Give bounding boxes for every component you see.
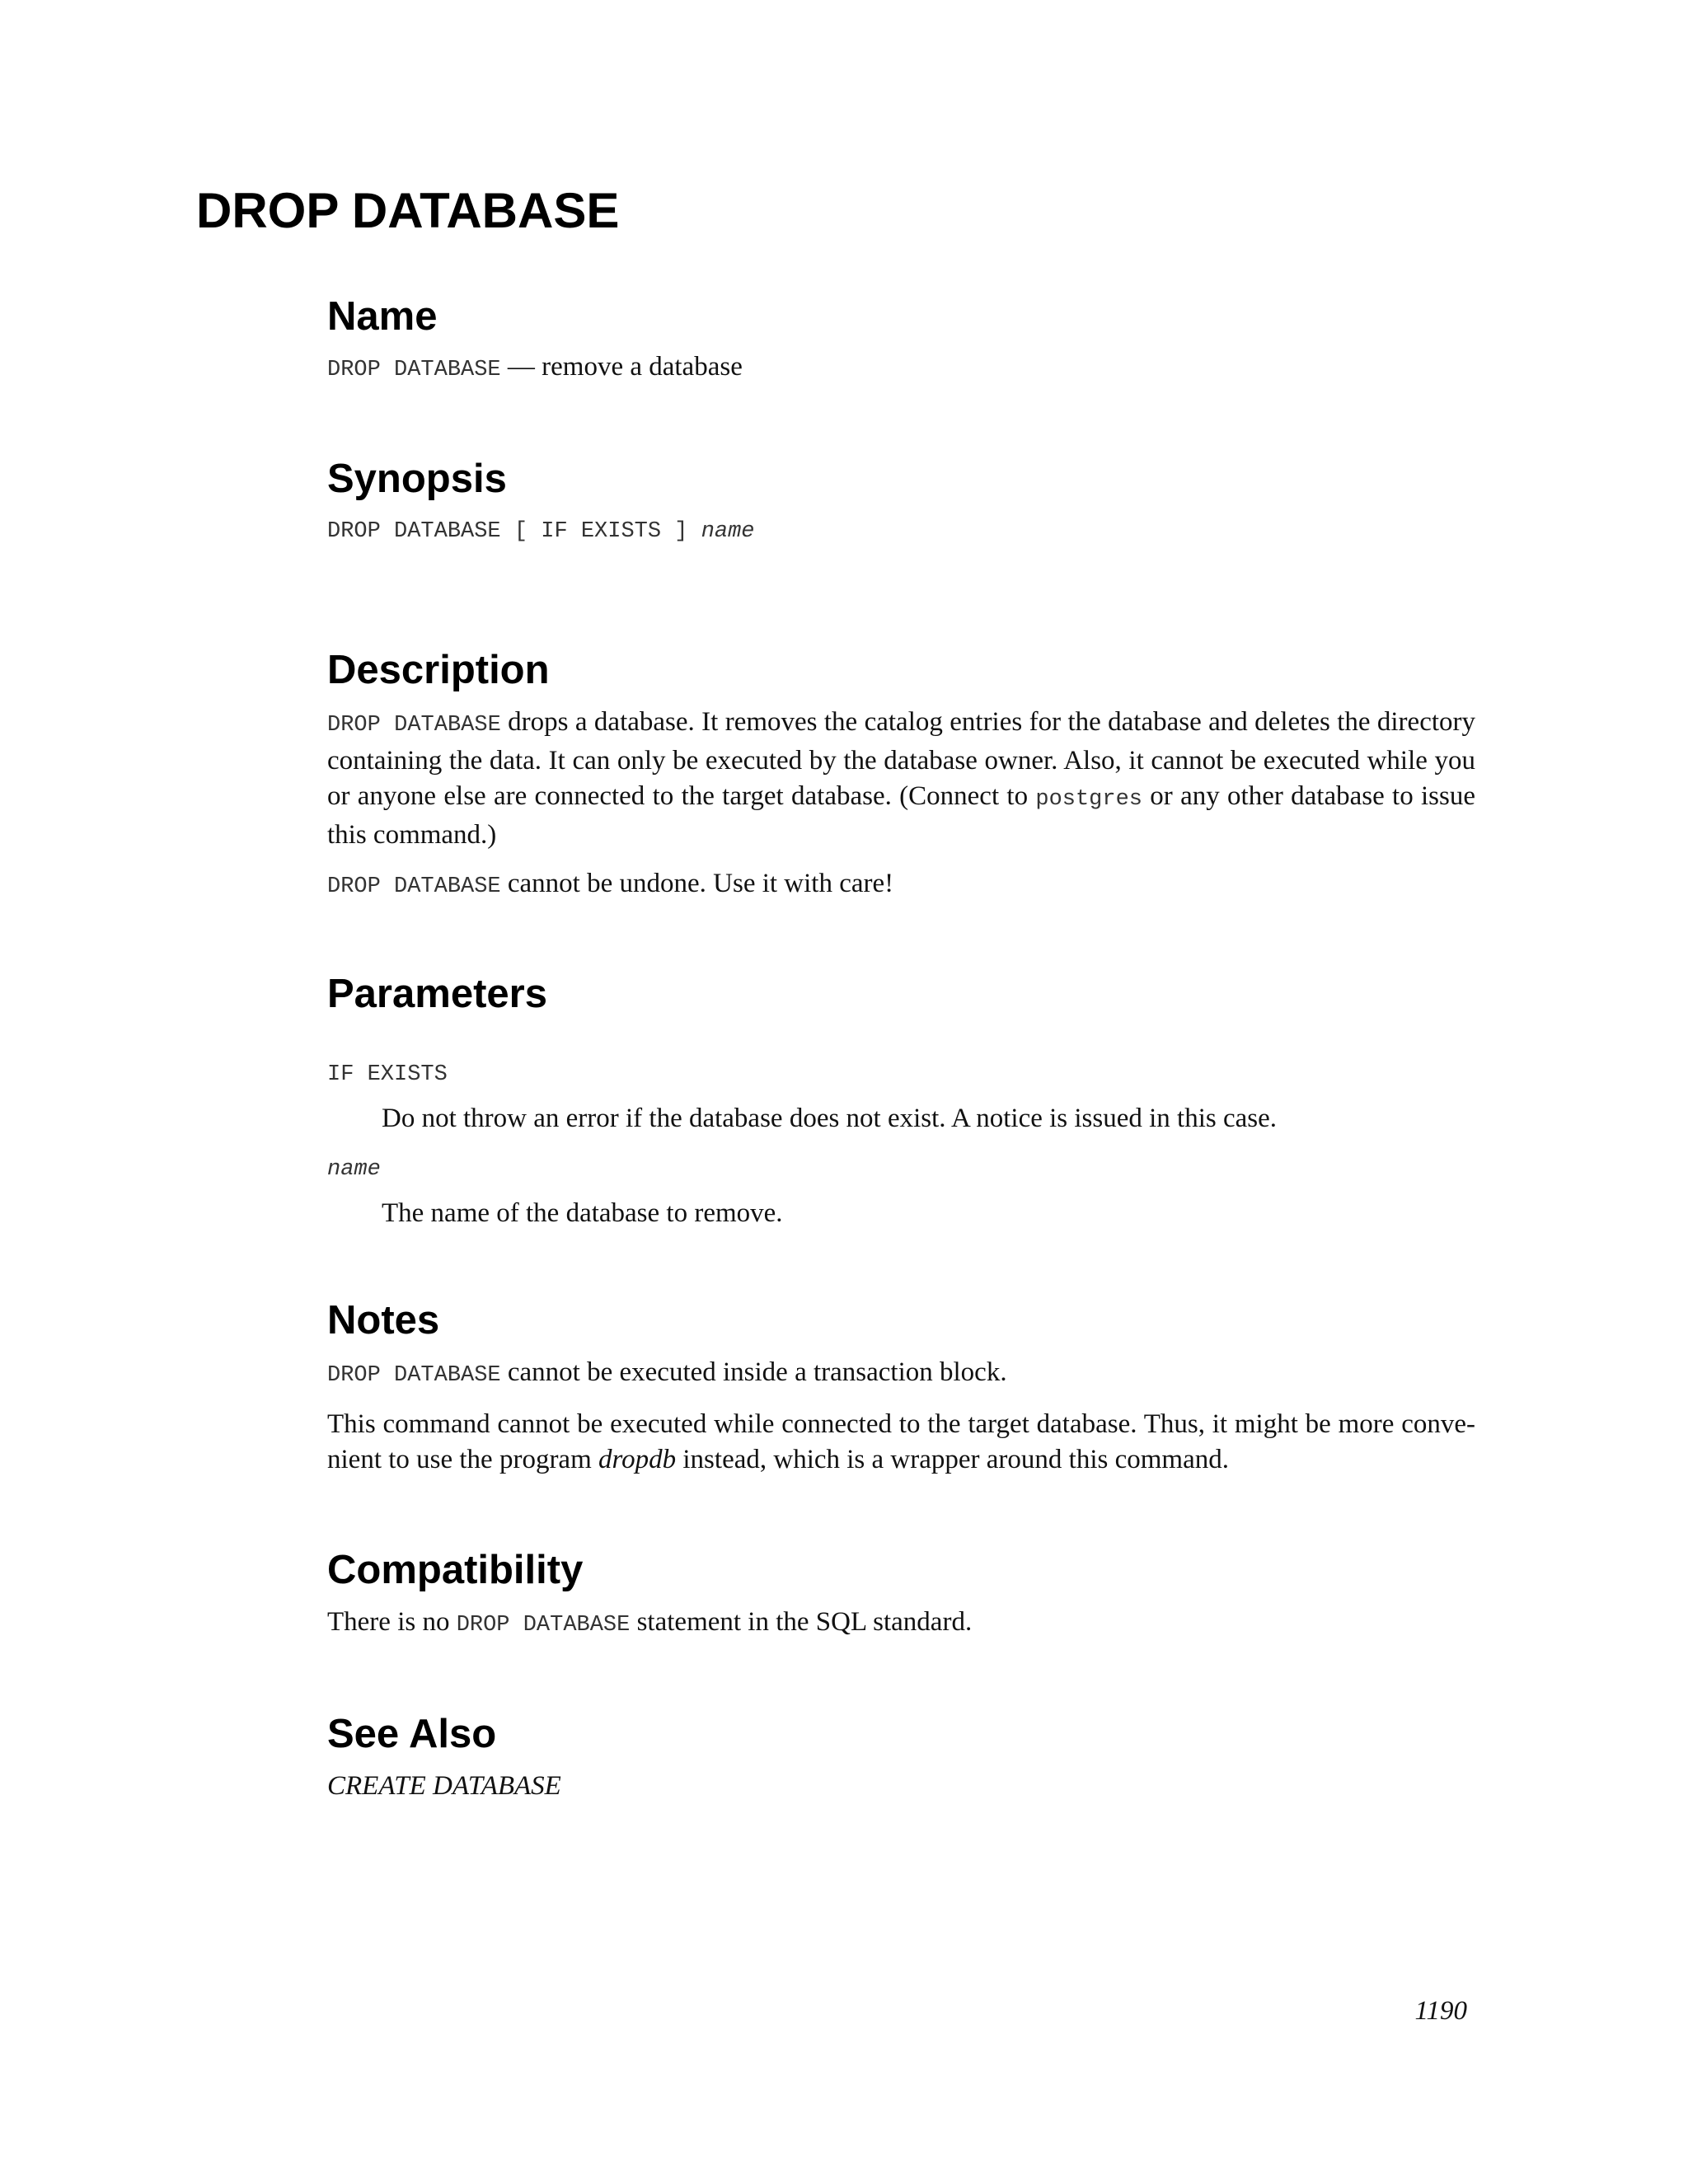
notes-text-1: cannot be executed inside a transaction block.: [500, 1357, 1007, 1387]
name-section: [327, 290, 1475, 418]
description-text-2: cannot be undone. Use it with care!: [500, 869, 894, 898]
name-separator: —: [500, 352, 542, 382]
compatibility-heading: Compatibility: [327, 1548, 584, 1592]
synopsis-param: name: [701, 519, 755, 544]
page-number: 1190: [1414, 1996, 1467, 2026]
notes-text-b: instead, which is a wrapper around this command.: [676, 1445, 1229, 1474]
name-line: [327, 349, 1475, 388]
synopsis-command: DROP DATABASE [ IF EXISTS ]: [327, 519, 701, 544]
dropdb-program: dropdb: [598, 1445, 677, 1474]
synopsis-code: [327, 515, 1475, 548]
see-also-section: [327, 1708, 1475, 1804]
description-text-b: or any other database to issue this command.): [327, 781, 1475, 850]
notes-paragraph-1: [327, 1355, 1475, 1394]
parameters-section: [327, 968, 1475, 1231]
description-paragraph-1: [327, 705, 1475, 853]
see-also-link-create-database[interactable]: CREATE DATABASE: [327, 1771, 561, 1801]
description-cmd-2: DROP DATABASE: [327, 874, 501, 899]
param-term-if-exists: IF EXISTS: [327, 1062, 448, 1087]
parameter-list: [327, 1058, 1475, 1231]
compat-text-a: There is no: [327, 1607, 457, 1637]
compat-text-b: statement in the SQL standard.: [630, 1607, 973, 1637]
parameters-heading: Parameters: [327, 972, 547, 1016]
description-heading: Description: [327, 648, 550, 692]
synopsis-section: [327, 452, 1475, 611]
notes-cmd: DROP DATABASE: [327, 1363, 501, 1388]
notes-heading: Notes: [327, 1298, 440, 1343]
see-also-heading: See Also: [327, 1712, 497, 1756]
compatibility-paragraph: [327, 1605, 1475, 1643]
notes-section: [327, 1294, 1475, 1478]
description-text-a: drops a database. It removes the catalog entries for the database and deletes the directory containing the data. It can only be executed by the database owner. Also, it cannot be executed while you or anyone else are connected to the target database. (Connect to: [327, 707, 1476, 811]
param-term-name: name: [327, 1157, 381, 1182]
compatibility-section: [327, 1544, 1475, 1643]
param-def-name: The name of the database to remove.: [382, 1198, 783, 1228]
notes-text-a: This command cannot be executed while connected to the target database. Thus, it might be more conve-nient to use the program: [327, 1409, 1475, 1474]
description-paragraph-2: [327, 866, 1475, 905]
command-name: DROP DATABASE: [327, 358, 501, 382]
compat-cmd: DROP DATABASE: [456, 1613, 631, 1638]
param-def-if-exists: Do not throw an error if the database does not exist. A notice is issued in this case.: [382, 1104, 1278, 1133]
page-title: DROP DATABASE: [196, 183, 620, 238]
synopsis-heading: Synopsis: [327, 457, 507, 501]
description-cmd: DROP DATABASE: [327, 713, 501, 738]
refentry-content: [327, 290, 1475, 1817]
command-purpose: remove a database: [542, 352, 743, 382]
notes-paragraph-2: [327, 1407, 1475, 1478]
description-section: [327, 644, 1475, 905]
postgres-code: postgres: [1035, 787, 1142, 812]
name-heading: Name: [327, 294, 438, 339]
